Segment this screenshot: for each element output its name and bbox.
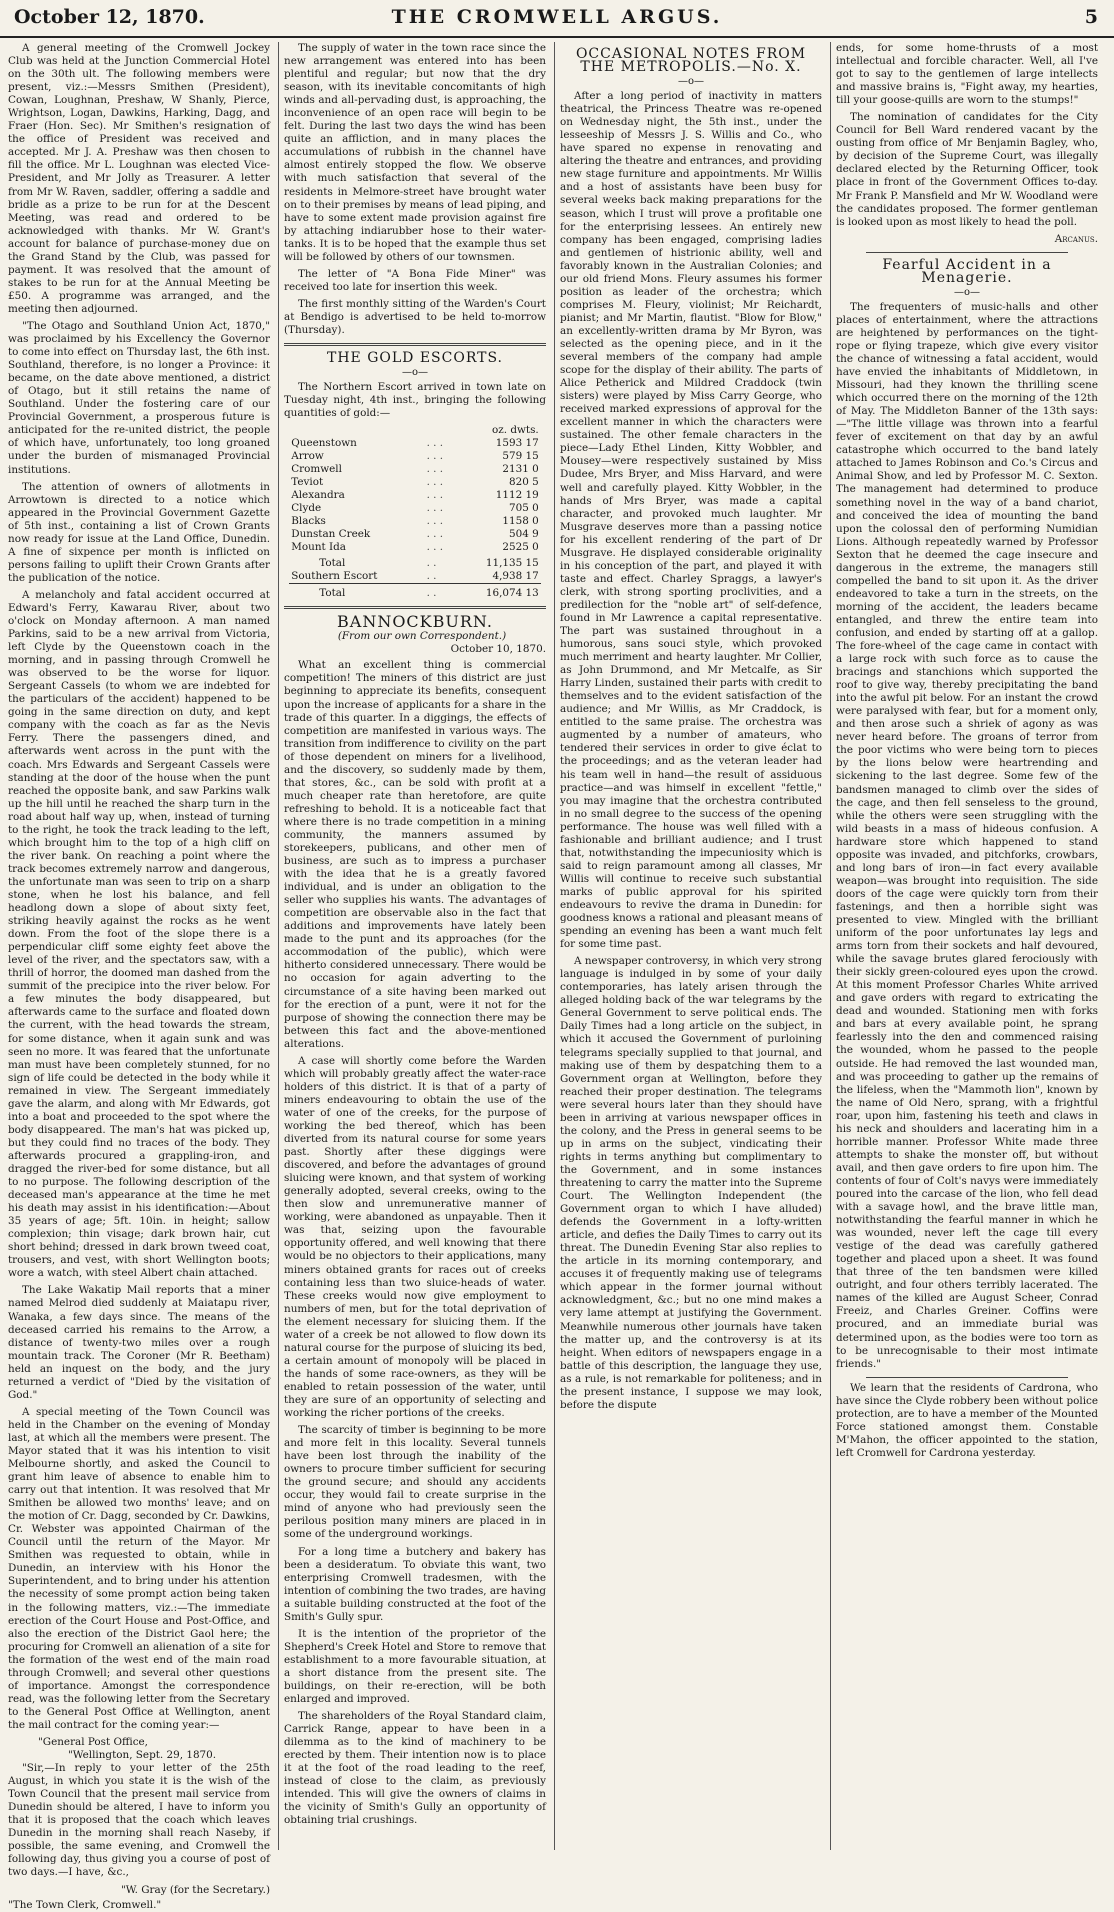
southern-escort-row: Southern Escort . . 4,938 17	[291, 570, 539, 583]
bannockburn-water-case: A case will shortly come before the Warden which will probably greatly affect the water-race holders of this district. It is that of a party of miners endeavouring to obtain the use of the water of one of the creeks, for the purpose of working the bed thereof, which has been diverted from its natural course for some years past. Shortly after these diggings were discovered, and before the advantages of ground sluicing were known, and that system of working generally adopted, several creeks, owing to the then slow and unremunerative manner of working, were abandoned as unpayable. Then it was that, seizing upon the favourable opportunity offered, and well knowing that there would be no objectors to their applications, many miners obtained grants for races out of creeks containing less than two sluice-heads of water. These creeks would now give employment to numbers of men, but for the total deprivation of the element necessary for sluicing them. If the water of a creek be not allowed to flow down its natural course for the purpose of sluicing its bed, a certain amount of monopoly will be placed in the hands of some race-owners, as they will be enabled to retain possession of the water, until they are sure of an opportunity of selecting and working the richer portions of the creeks.	[284, 1054, 546, 1420]
section-divider	[284, 343, 546, 346]
gold-quantity: 1112 19	[495, 489, 539, 502]
table-row: Dunstan Creek . . . 504 9	[291, 528, 539, 541]
table-row: Queenstown . . . 1593 17	[291, 437, 539, 450]
place-name: Cromwell	[291, 463, 342, 476]
bannockburn-hotel: It is the intention of the proprietor of the Shepherd's Creek Hotel and Store to remove that establishment to a more favourable situation, at a short distance from the present site. The buildings, on their re-erection, will be both enlarged and improved.	[284, 1627, 546, 1706]
total-label: Total	[319, 557, 346, 570]
article-controversy-continued: ends, for some home-thrusts of a most intellectual and forcible character. Well, all I've got to say to the gentlemen of large intellects and massive brains is, "Fight away, my hearties, till your goose-quills are worn to the stumps!"	[836, 42, 1098, 107]
column-3	[560, 42, 822, 1850]
heading-ornament: —o—	[953, 286, 981, 298]
gold-escorts-table	[289, 424, 541, 600]
column-rule	[278, 42, 279, 1850]
bannockburn-heading: BANNOCKBURN.	[337, 612, 493, 632]
article-menagerie-accident: The frequenters of music-halls and other places of entertainment, where the attractions are heightened by performances on the tight-rope or flying trapeze, which give every visitor the chance of witnessing a fatal accident, would have envied the inhabitants of Middletown, in Missouri, had they known the thrilling scene which occurred there on the morning of the 12th of May. The Middleton Banner of the 13th says:—"The little village was thrown into a fearful fever of excitement on that day by an awful catastrophe which occurred to the band lately attached to James Robinson and Co.'s Circus and Animal Show, and led by Professor M. C. Sexton. The management had determined to produce something novel in the way of a band chariot, and conceived the idea of mounting the band upon the colossal den of performing Numidian Lions. Although repeatedly warned by Professor Sexton that he deemed the cage insecure and dangerous in the extreme, the managers still compelled the band to sit upon it. As the driver endeavored to take a turn in the streets, on the morning of the accident, the leaders became entangled, and threw the entire team into confusion, and ended by starting off at a gallop. The fore-wheel of the cage came in contact with a large rock with such force as to cause the bracings and stanchions which supported the roof to give way, thereby precipitating the band into the awful pit below. For an instant the crowd were paralysed with fear, but for a moment only, and then arose such a shriek of agony as was never heard before. The groans of terror from the poor victims who were being torn to pieces by the lions below were heartrending and sickening to the last degree. Some few of the bandsmen managed to climb over the sides of the cage, and then fell senseless to the ground, while the others were seen struggling with the wild beasts in a mass of hideous confusion. A hardware store which happened to stand opposite was invaded, and pitchforks, crowbars, and long bars of iron—in fact every available weapon—was brought into requisition. The side doors of the cage were quickly torn from their fastenings, and then a horrible sight was presented to view. Mingled with the brilliant uniform of the poor unfortunates lay legs and arms torn from their sockets and half devoured, while the savage brutes glared ferociously with their sickly green-coloured eyes upon the crowd. At this moment Professor Charles White arrived and gave orders with regard to extricating the dead and wounded. Stationing men with forks and bars at every available point, he sprang fearlessly into the den and commenced raising the wounded, whom he passed to the people outside. He had removed the last wounded man, and was proceeding to gather up the remains of the lifeless, when the "Mammoth lion", known by the name of Old Nero, sprang, with a frightful roar, upon him, fastening his teeth and claws in his neck and shoulders and lacerating him in a horrible manner. Professor White made three attempts to shake the monster off, but without avail, and then gave orders to fire upon him. The contents of four of Colt's navys were immediately poured into the carcase of the lion, who fell dead with a savage howl, and the brave little man, notwithstanding the fearful manner in which he was wounded, never left the cage till every vestige of the dead was carefully gathered together and placed upon a sheet. It was found that three of the ten bandsmen were killed outright, and four others terribly lacerated. The names of the killed are August Scheer, Conrad Freeiz, and Charles Greiner. Coffins were procured, and an immediate burial was determined upon, as the bodies were too torn as to be unrecognisable to their most intimate friends."	[836, 300, 1098, 1370]
column-rule	[554, 42, 555, 1850]
table-row: Blacks . . . 1158 0	[291, 515, 539, 528]
article-union-act: "The Otago and Southland Union Act, 1870," was proclaimed by his Excellency the Governor to come into effect on Thursday last, the 6th inst. Southland, therefore, is no longer a Province: it became, on the date above mentioned, a district of Otago, but it still retains the name of Southland. Under the fostering care of our Provincial Government, a prosperous future is anticipated for the re-united district, the people of which have, unfortunately, too long groaned under the burden of mismanaged Provincial institutions.	[8, 319, 270, 476]
gold-quantity: 1593 17	[495, 437, 539, 450]
gold-escorts-heading: THE GOLD ESCORTS.	[326, 350, 504, 367]
article-newspaper-controversy: A newspaper controversy, in which very strong language is indulged in by some of your daily contemporaries, has lately arisen through the alleged holding back of the war telegrams by the General Government to serve political ends. The Daily Times had a long article on the subject, in which it accused the Government of purloining telegrams specially supplied to that journal, and making use of them by despatching them to a Government organ at Wellington, before they reached their proper destination. The telegrams were several hours later than they should have been in arriving at various newspaper offices in the colony, and the Press in general seems to be up in arms on the subject, vindicating their rights in terms anything but complimentary to the Government, and in some instances threatening to carry the matter into the Supreme Court. The Wellington Independent (the Government organ to which I have alluded) defends the Government in a lofty-written article, and defies the Daily Times to carry out its threat. The Dunedin Evening Star also replies to the article in its morning contemporary, and accuses it of frequently making use of telegrams which appear in the former journal without acknowledgment, &c.; but no one mind makes a very lame attempt at justifying the Government. Meanwhile numerous other journals have taken the matter up, and the controversy is at its height. When editors of newspapers engage in a battle of this description, the language they use, as a rule, is not remarkable for politeness; and in the present instance, I suppose we may look, before the dispute	[560, 955, 822, 1411]
table-row: Mount Ida . . . 2525 0	[291, 541, 539, 554]
correspondent-note: (From our own Correspondent.)	[337, 630, 507, 643]
bannockburn-royal-standard: The shareholders of the Royal Standard claim, Carrick Range, appear to have been in a dilemma as to the kind of machinery to be erected by them. Their intention now is to place it at the foot of the road leading to the reef, instead of close to the claim, as previously intended. This will give the owners of claims in the vicinity of Smith's Gully an opportunity of obtaining trial crushings.	[284, 1710, 546, 1827]
newspaper-title: THE CROMWELL ARGUS.	[391, 6, 723, 28]
unit-label: oz. dwts.	[492, 424, 539, 437]
column-1	[8, 42, 270, 1911]
metropolis-notes-heading: OCCASIONAL NOTES FROM THE METROPOLIS.—No. X.	[575, 46, 807, 76]
grand-total-label: Total	[289, 584, 424, 601]
letter-signature: "W. Gray (for the Secretary.)	[120, 1883, 270, 1896]
table-row: Clyde . . . 705 0	[291, 502, 539, 515]
table-row: Teviot . . . 820 5	[291, 476, 539, 489]
article-bona-fide-letter: The letter of "A Bona Fide Miner" was received too late for insertion this week.	[284, 267, 546, 293]
southern-escort-value: 4,938 17	[492, 570, 539, 583]
author-signature: Arcanus.	[1054, 232, 1098, 245]
table-row: Alexandra . . . 1112 19	[291, 489, 539, 502]
article-town-council: A special meeting of the Town Council was held in the Chamber on the evening of Monday last, at which all the members were present. The Mayor stated that it was his intention to visit Melbourne shortly, and asked the Council to grant him leave of absence to enable him to carry out that intention. It was resolved that Mr Smithen be allowed two months' leave; and on the motion of Cr. Dagg, seconded by Cr. Dawkins, Cr. Webster was appointed Chairman of the Council until the return of the Mayor. Mr Smithen was requested to obtain, while in Dunedin, an interview with his Honor the Superintendent, and to bring under his attention the necessity of some prompt action being taken in the following matters, viz.:—The immediate erection of the Court House and Post-Office, and also the erection of the District Gaol here; the procuring for Cromwell an alienation of a site for the formation of the west end of the main road through Cromwell; and several other questions of importance. Amongst the correspondence read, was the following letter from the Secretary to the General Post Office at Wellington, anent the mail contract for the coming year:—	[8, 1405, 270, 1731]
letter-heading: "General Post Office,	[38, 1736, 148, 1748]
article-cardrona-police: We learn that the residents of Cardrona, who have since the Clyde robbery been without police protection, are to have a member of the Mounted Force stationed amongst them. Constable M'Mahon, the officer appointed to the station, left Cromwell for Cardrona yesterday.	[836, 1381, 1098, 1459]
table-row: Cromwell . . . 2131 0	[291, 463, 539, 476]
masthead	[0, 0, 1114, 38]
letter-place: "Wellington, Sept. 29, 1870.	[68, 1749, 217, 1762]
section-divider	[866, 252, 1068, 253]
column-2	[284, 42, 546, 1850]
article-jockey-club: A general meeting of the Cromwell Jockey Club was held at the Junction Commercial Hotel on the 30th ult. The following members were present, viz.:—Messrs Smithen (President), Cowan, Loughnan, Preshaw, W Shanly, Pierce, Wrightson, Logan, Dawkins, Harking, Dagg, and Fraer (Hon. Sec). Mr Smithen's resignation of the office of President was received and accepted. Mr J. A. Preshaw was then chosen to fill the office. Mr L. Loughnan was elected Vice-President, and Mr Jolly as Treasurer. A letter from Mr W. Raven, saddler, offering a saddle and bridle as a prize to be run for at the Descent Meeting, was read and ordered to be acknowledged with thanks. Mr W. Grant's account for balance of purchase-money due on the Grand Stand by the Club, was passed for payment. It was resolved that the amount of stakes to be run for at the Annual Meeting be £50. A programme was arranged, and the meeting then adjourned.	[8, 42, 270, 315]
gold-quantity: 2525 0	[502, 541, 539, 554]
section-divider	[866, 1377, 1068, 1378]
gold-escorts-intro: The Northern Escort arrived in town late on Tuesday night, 4th inst., bringing the following quantities of gold:—	[284, 381, 546, 420]
letter-body: "Sir,—In reply to your letter of the 25th August, in which you state it is the wish of the Town Council that the present mail service from Dunedin should be altered, I have to inform you that it is proposed that the coach which leaves Dunedin in the morning shall reach Naseby, if possible, the same evening, and Cromwell the following day, thus giving you a course of post of two days.—I have, &c.,	[8, 1762, 270, 1879]
gold-quantity: 820 5	[509, 476, 539, 489]
article-lake-wakatip: The Lake Wakatip Mail reports that a miner named Melrod died suddenly at Maiatapu river, Wanaka, a few days since. The means of the deceased carried his remains to the Arrow, a distance of twenty-two miles over a rough mountain track. The Coroner (Mr R. Beetham) held an inquest on the body, and the jury returned a verdict of "Died by the visitation of God."	[8, 1284, 270, 1401]
heading-ornament: —o—	[677, 76, 705, 88]
grand-total-row: Total . . 16,074 13	[289, 584, 541, 601]
place-name: Dunstan Creek	[291, 528, 371, 541]
bannockburn-timber: The scarcity of timber is beginning to be more and more felt in this locality. Several tunnels have been lost through the inability of the owners to procure timber sufficient for securing the ground secure; and should any accidents occur, they would fail to create surprise in the mind of anyone who had previously seen the perilous position many miners are placed in in some of the underground workings.	[284, 1424, 546, 1541]
gold-quantity: 2131 0	[502, 463, 539, 476]
place-name: Alexandra	[291, 489, 345, 502]
article-wardens-court: The first monthly sitting of the Warden's Court at Bendigo is advertised to be held to-morrow (Thursday).	[284, 297, 546, 336]
article-fatal-accident: A melancholy and fatal accident occurred at Edward's Ferry, Kawarau River, about two o'clock on Monday afternoon. A man named Parkins, said to be a new arrival from Victoria, left Clyde by the Queenstown coach in the morning, and in passing through Cromwell he was observed to be the worse for liquor. Sergeant Cassels (to whom we are indebted for the particulars of the accident) happened to be going in the same direction on duty, and kept company with the coach as far as the Nevis Ferry. There the passengers dined, and afterwards went across in the punt with the coach. Mrs Edwards and Sergeant Cassels were standing at the door of the house when the punt reached the opposite bank, and saw Parkins walk up the hill until he reached the sharp turn in the road about half way up, when, instead of turning to the right, he took the track leading to the left, which brought him to the top of a high cliff on the river bank. On reaching a point where the track becomes extremely narrow and dangerous, the unfortunate man was seen to trip on a sharp stone, when he lost his balance, and fell headlong down a slope of about sixty feet, striking heavily against the rocks as he went down. From the foot of the slope there is a perpendicular cliff some eighty feet above the level of the river, and the spectators saw, with a thrill of horror, the doomed man dashed from the summit of the precipice into the river below. For a few minutes the body disappeared, but afterwards came to the surface and floated down the current, with the head towards the stream, for some distance, when it again sunk and was seen no more. It was feared that the unfortunate man must have been completely stunned, for no sign of life could be detected in the body while it remained in view. The Sergeant immediately gave the alarm, and along with Mr Edwards, got into a boat and proceeded to the spot where the body disappeared. The man's hat was picked up, but they could find no traces of the body. They afterwards procured a grappling-iron, and dragged the river-bed for some distance, but all to no purpose. The following description of the deceased man's appearance at the time he met his death may assist in his identification:—About 35 years of age; 5ft. 10in. in height; sallow complexion; thin visage; dark brown hair, cut short behind; dressed in dark brown tweed coat, trousers, and vest, with short Wellington boots; wore a watch, with steel Albert chain attached.	[8, 588, 270, 1280]
place-name: Blacks	[291, 515, 326, 528]
gold-quantity: 504 9	[509, 528, 539, 541]
article-princess-theatre: After a long period of inactivity in matters theatrical, the Princess Theatre was re-opened on Wednesday night, the 5th inst., under the lesseeship of Messrs J. S. Willis and Co., who have spared no expense in renovating and altering the theatre and entrances, and providing new stage furniture and appointments. Mr Willis and a host of assistants have been busy for several weeks back making preparations for the season, which I trust will prove a profitable one for the enterprising lessees. An entirely new company has been engaged, comprising ladies and gentlemen of histrionic ability, well and favorably known in the Australian Colonies; and our old friend Mons. Fleury assumes his former position as leader of the orchestra; which comprises M. Fleury, violinist; Mr Reichardt, pianist; and Mr Martin, flautist. "Blow for Blow," an excellently-written drama by Mr Byron, was selected as the opening piece, and in it the several members of the company had ample scope for the display of their ability. The parts of Alice Petherick and Mildred Craddock (twin sisters) were played by Miss Carry George, who received marked expressions of approval for the excellent manner in which the characters were sustained. The other female characters in the piece—Lady Ethel Linden, Kitty Wobbler, and Mousey—were respectively sustained by Miss Dudee, Mrs Bryer, and Miss Harvard, and were well and carefully played. Kitty Wobbler, in the hands of Mrs Bryer, was made a capital character, and provoked much laughter. Mr Musgrave deserves more than a passing notice for his excellent rendering of the part of Dr Musgrave. He displayed considerable originality in his conception of the part, and played it with taste and effect. Charley Spraggs, a lawyer's clerk, with strong sporting proclivities, and a predilection for the "noble art" of self-defence, found in Mr Lawrence a capital representative. The part was sustained throughout in a humorous, sans souci style, which provoked much merriment and hearty laughter. Mr Collier, as John Drummond, and Mr Metcalfe, as Sir Harry Linden, sustained their parts with credit to themselves and to the evident satisfaction of the audience; and Mr Willis, as Mr Craddock, is entitled to the same praise. The orchestra was augmented by a number of amateurs, who tendered their services in order to give éclat to the proceedings; and as the veteran leader had his team well in hand—the result of assiduous practice—and was himself in excellent "fettle," you may imagine that the orchestra contributed in no small degree to the success of the opening performance. The house was well filled with a fashionable and brilliant audience; and I trust that, notwithstanding the impecuniosity which is said to reign paramount among all classes, Mr Willis will continue to receive such substantial marks of public approval for his spirited endeavours to revive the drama in Dunedin: for goodness knows a rational and pleasant means of spending an evening has been a want much felt for some time past.	[560, 90, 822, 951]
column-rule	[830, 42, 831, 1850]
place-name: Queenstown	[291, 437, 357, 450]
place-name: Clyde	[291, 502, 322, 515]
place-name: Arrow	[291, 450, 324, 463]
grand-total-value: 16,074 13	[455, 584, 540, 601]
column-4	[836, 42, 1098, 1850]
place-name: Teviot	[291, 476, 324, 489]
page-number: 5	[1084, 6, 1098, 28]
letter-addressee: "The Town Clerk, Cromwell."	[8, 1898, 162, 1911]
article-water-supply: The supply of water in the town race since the new arrangement was entered into has been plentiful and regular; but now that the dry season, with its inevitable concomitants of high winds and all-pervading dust, is approaching, the inconvenience of an open race will begin to be felt. During the last two days the wind has been quite an affliction, and in many places the accumulations of rubbish in the channel have almost entirely stopped the flow. We observe with much satisfaction that several of the residents in Melmore-street have brought water on to their premises by means of lead piping, and have to some extent made provision against fire by attaching indiarubber hose to their water-tanks. It is to be hoped that the example thus set will be followed by others of our townsmen.	[284, 42, 546, 263]
menagerie-heading: Fearful Accident in a Menagerie.	[882, 256, 1052, 286]
heading-ornament: —o—	[401, 367, 429, 379]
table-header-row	[289, 424, 541, 437]
table-row: Arrow . . . 579 15	[291, 450, 539, 463]
total-row: Total . . 11,135 15	[289, 554, 541, 570]
gold-quantity: 579 15	[502, 450, 539, 463]
issue-date: October 12, 1870.	[14, 6, 205, 28]
total-value: 11,135 15	[485, 557, 539, 570]
dateline: October 10, 1870.	[450, 643, 546, 656]
place-name: Mount Ida	[291, 541, 346, 554]
bannockburn-competition: What an excellent thing is commercial competition! The miners of this district are just beginning to appreciate its benefits, consequent upon the increase of applicants for a share in the trade of this quarter. In a diggings, the effects of competition are manifested in various ways. The transition from indifference to civility on the part of those dependent on miners for a livelihood, and the discovery, so suddenly made by them, that stores, &c., can be sold with profit at a much cheaper rate than heretofore, are quite refreshing to behold. It is a noticeable fact that where there is no trade competition in a mining community, the manners assumed by storekeepers, publicans, and other men of business, are such as to impress a purchaser with the idea that he is a greatly favored individual, and is under an obligation to the seller who supplies his wants. The advantages of competition are observable also in the fact that additions and improvements have lately been made to the punt and its approaches (for the accommodation of the public), which were hitherto considered unnecessary. There would be no occasion for again adverting to the circumstance of a site having been marked out for the erection of a punt, were it not for the purpose of showing the connection there may be between this fact and the above-mentioned alterations.	[284, 659, 546, 1050]
article-bell-ward-nomination: The nomination of candidates for the City Council for Bell Ward rendered vacant by the ousting from office of Mr Benjamin Bagley, who, by decision of the Supreme Court, was illegally declared elected by the Returning Officer, took place in front of the Government Offices to-day. Mr Frank P. Mansfield and Mr W. Woodland were the candidates proposed. The former gentleman is looked upon as most likely to head the poll.	[836, 111, 1098, 228]
southern-escort-label: Southern Escort	[291, 570, 378, 583]
section-divider	[284, 606, 546, 609]
article-crown-grants: The attention of owners of allotments in Arrowtown is directed to a notice which appeared in the Provincial Government Gazette of 5th inst., containing a list of Crown Grants now ready for issue at the Land Office, Dunedin. A fine of sixpence per month is inflicted on persons failing to uplift their Crown Grants after the publication of the notice.	[8, 480, 270, 584]
bannockburn-butchery: For a long time a butchery and bakery has been a desideratum. To obviate this want, two enterprising Cromwell tradesmen, with the intention of combining the two trades, are having a suitable building constructed at the foot of the Smith's Gully spur.	[284, 1545, 546, 1623]
gold-quantity: 1158 0	[502, 515, 539, 528]
gold-quantity: 705 0	[509, 502, 539, 515]
